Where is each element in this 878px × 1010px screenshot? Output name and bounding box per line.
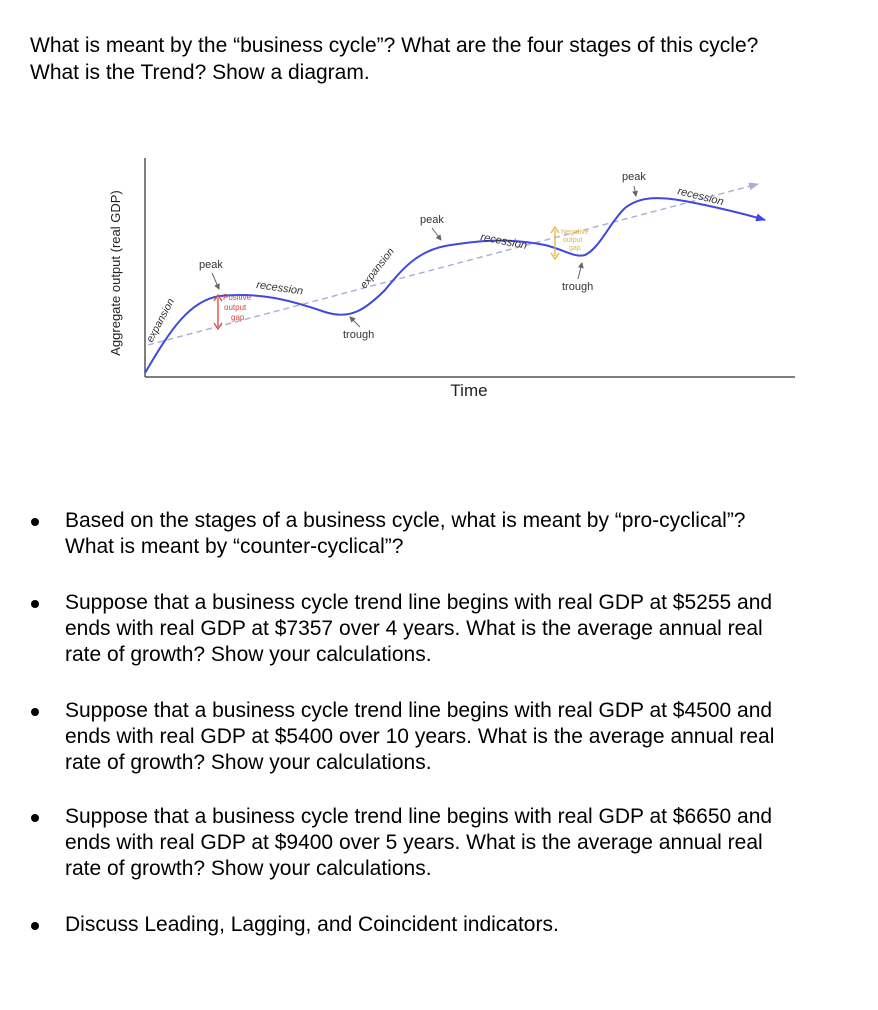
trough-label-2: trough (562, 281, 594, 293)
positive-gap-label-2: output (224, 303, 247, 312)
question-1-line-1: Based on the stages of a business cycle, what is meant by “pro-cyclical”? (65, 509, 746, 532)
question-2-line-2: ends with real GDP at $7357 over 4 years. What is the average annual real (65, 617, 763, 640)
business-cycle-diagram (0, 0, 878, 420)
negative-gap-label-3: gap (569, 245, 581, 252)
recession-label-2: recession (479, 231, 528, 252)
intro-line-1: What is meant by the “business cycle”? What are the four stages of this cycle? (30, 34, 759, 57)
question-3-line-1: Suppose that a business cycle trend line begins with real GDP at $4500 and (65, 699, 773, 722)
business-cycle-curve (145, 198, 765, 373)
peak-label-2: peak (420, 214, 444, 226)
recession-label-1: recession (255, 279, 304, 298)
peak-label-1: peak (199, 259, 223, 271)
recession-label-3: recession (676, 185, 725, 209)
bullet-icon (31, 518, 39, 526)
question-4-line-1: Suppose that a business cycle trend line begins with real GDP at $6650 and (65, 805, 773, 828)
bullet-icon (31, 708, 39, 716)
x-axis-label: Time (450, 381, 488, 400)
question-4-line-3: rate of growth? Show your calculations. (65, 857, 432, 880)
bullet-icon (31, 814, 39, 822)
bullet-icon (31, 922, 39, 930)
expansion-label-2: expansion (357, 245, 397, 291)
question-5-line-1: Discuss Leading, Lagging, and Coincident indicators. (65, 913, 559, 936)
question-3-line-3: rate of growth? Show your calculations. (65, 751, 432, 774)
question-1-line-2: What is meant by “counter-cyclical”? (65, 535, 404, 558)
question-2-line-1: Suppose that a business cycle trend line begins with real GDP at $5255 and (65, 591, 773, 614)
positive-gap-label-1: Positive (223, 293, 252, 302)
expansion-label-1: expansion (144, 296, 178, 345)
positive-gap-label-3: gap (231, 313, 245, 322)
peak-label-3: peak (622, 171, 646, 183)
negative-gap-label-1: Negative (561, 229, 589, 236)
trough-label-1: trough (343, 329, 375, 341)
question-3-line-2: ends with real GDP at $5400 over 10 years. What is the average annual real (65, 725, 775, 748)
y-axis-label: Aggregate output (real GDP) (108, 190, 123, 356)
negative-gap-label-2: output (563, 237, 583, 244)
intro-line-2: What is the Trend? Show a diagram. (30, 61, 370, 84)
question-2-line-3: rate of growth? Show your calculations. (65, 643, 432, 666)
question-4-line-2: ends with real GDP at $9400 over 5 years. What is the average annual real (65, 831, 763, 854)
bullet-icon (31, 600, 39, 608)
